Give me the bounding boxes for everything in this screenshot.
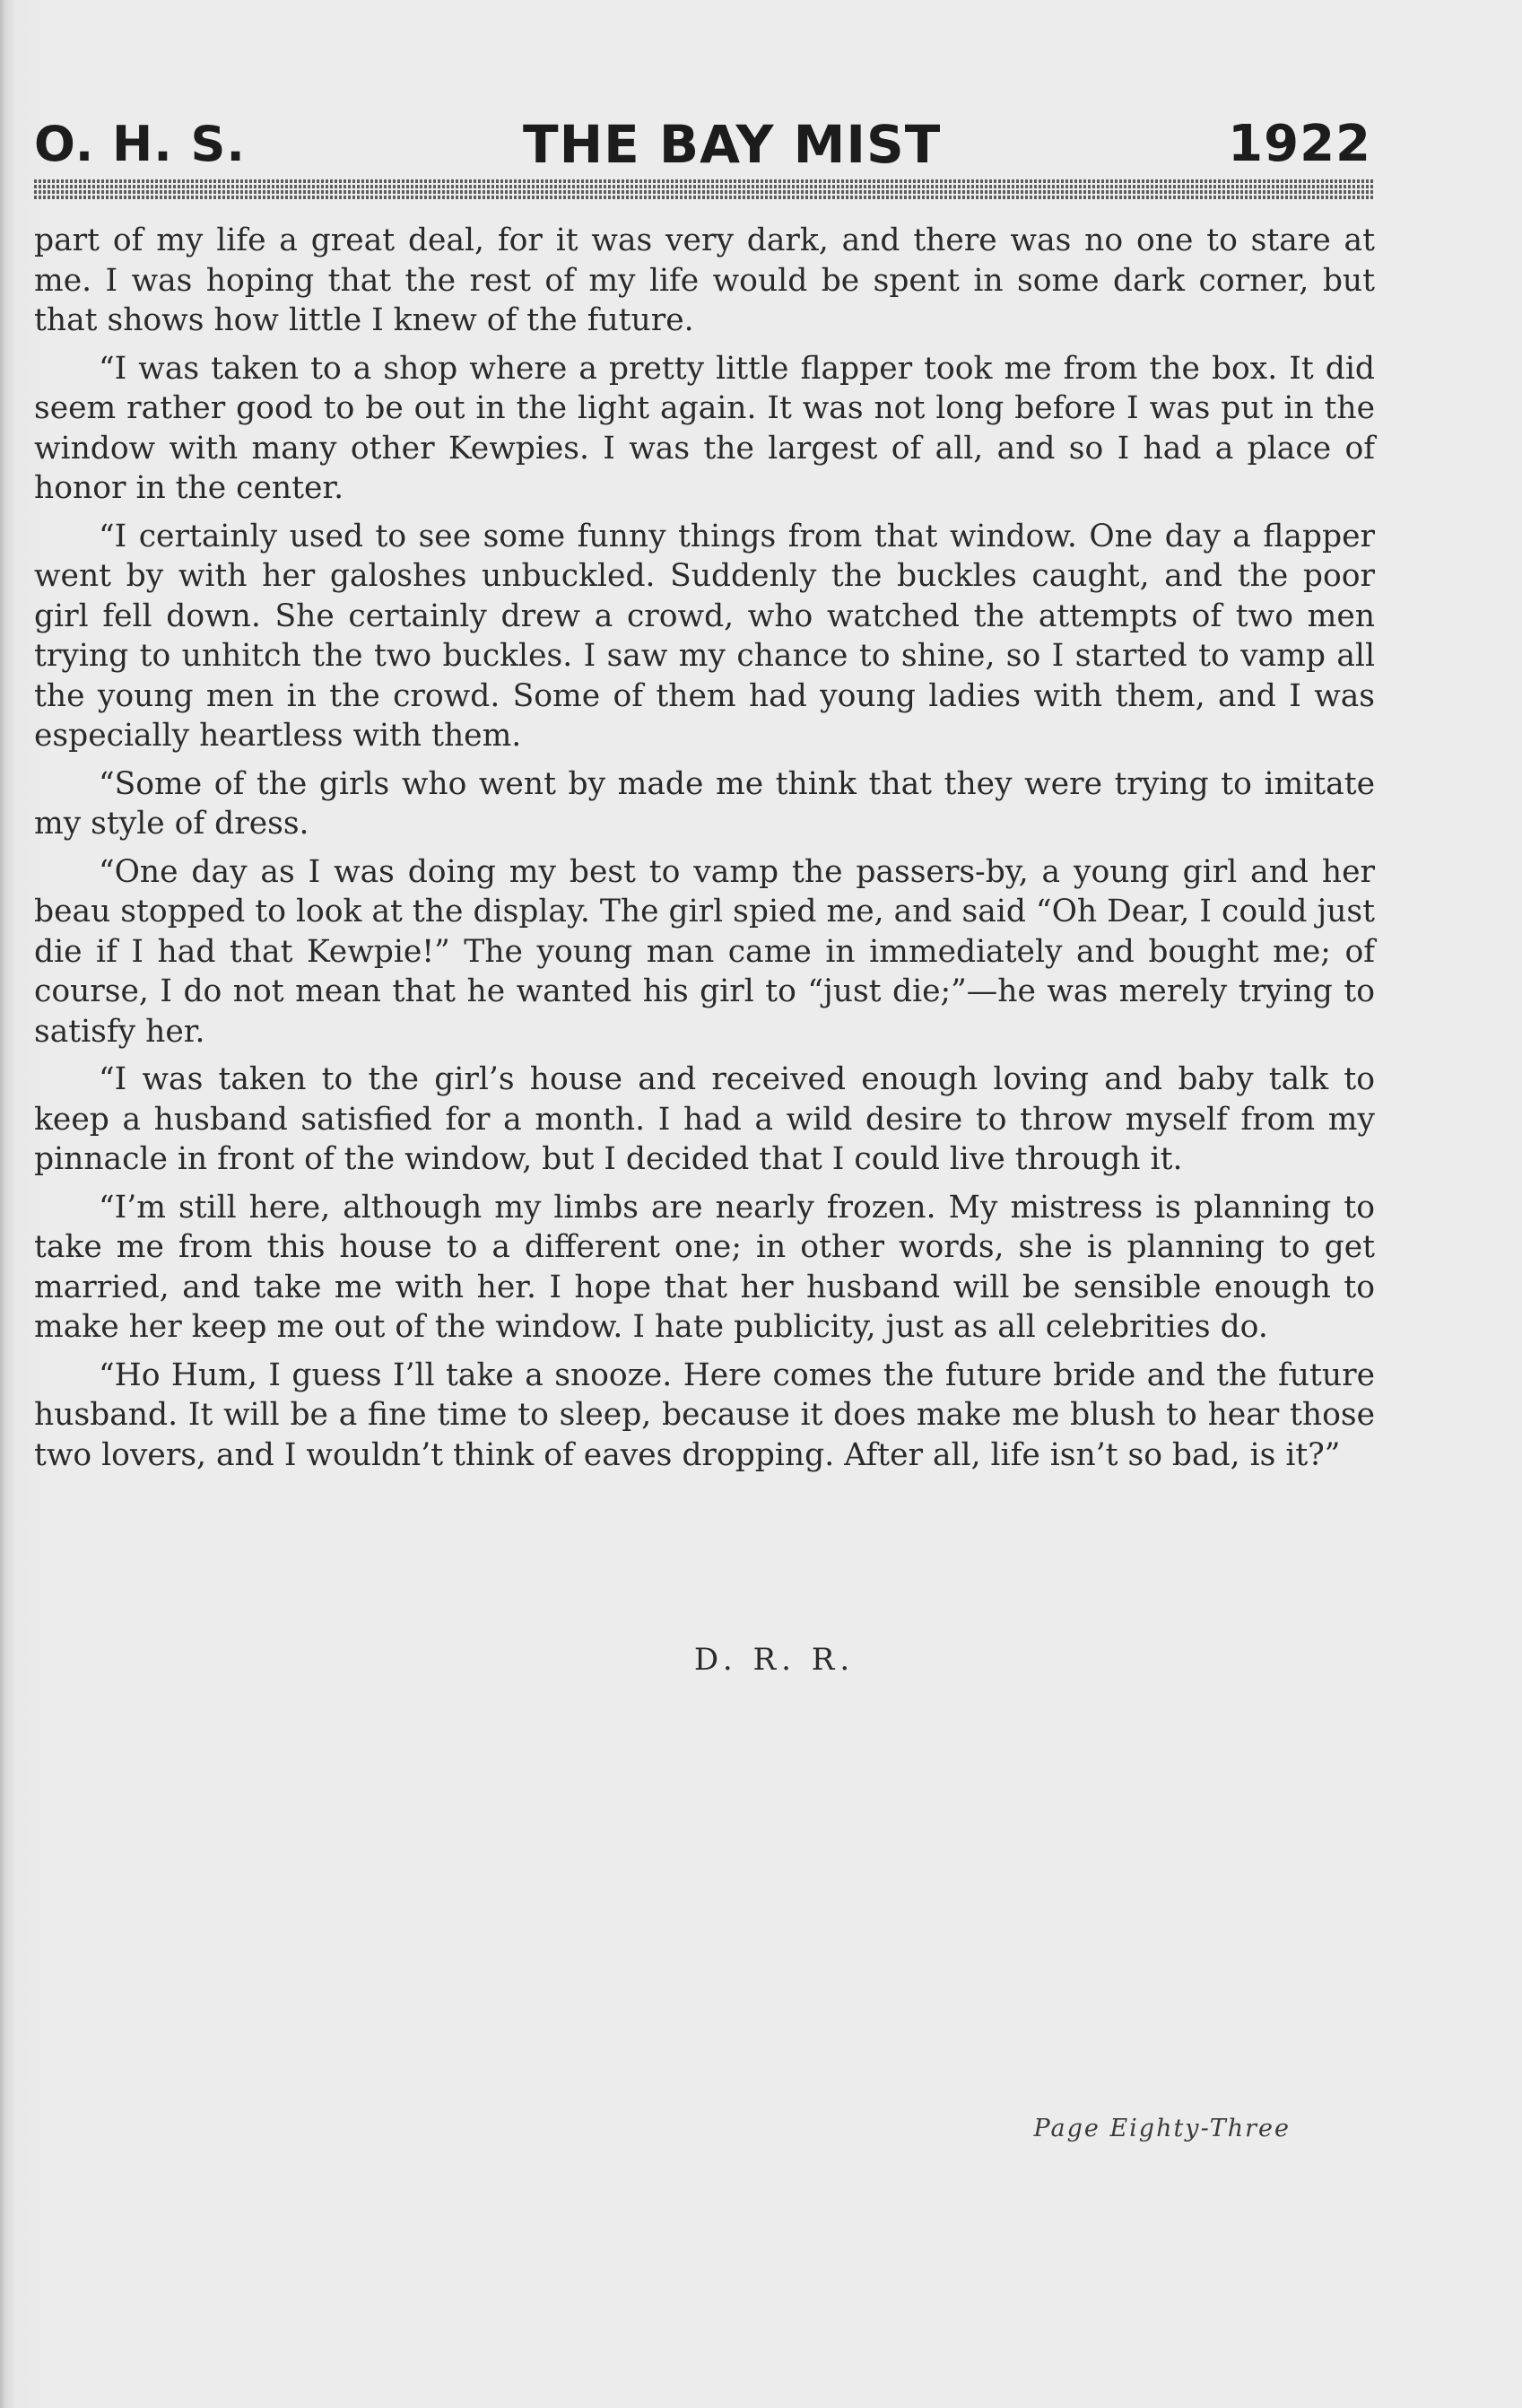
paragraph: part of my life a great deal, for it was very dark, and there was no one to stare at me. I was hoping that the rest of my life would be spent in some dark corner, but that shows how little I knew of the future.	[34, 222, 1375, 338]
paragraph: “I certainly used to see some funny things from that window. One day a flapper went by with her galoshes unbuckled. Suddenly the buckles caught, and the poor girl fell down. She certainly drew a crowd, who watched the attempts of two men trying to unhitch the two buckles. I saw my chance to shine, so I started to vamp all the young men in the crowd. Some of them had young ladies with them, and I was especially heartless with them.	[34, 518, 1375, 754]
paragraph: “I was taken to a shop where a pretty little flapper took me from the box. It did seem rather good to be out in the light again. It was not long before I was put in the window with many other Kewpies. I was the largest of all, and so I had a place of honor in the center.	[34, 350, 1375, 506]
article-body	[34, 221, 1375, 1483]
paragraph: “Ho Hum, I guess I’ll take a snooze. Here comes the future bride and the future husband. It will be a fine time to sleep, because it does make me blush to hear those two lovers, and I wouldn’t think of eaves dropping. After all, life isn’t so bad, is it?”	[34, 1357, 1375, 1473]
publication-year: 1922	[1228, 115, 1371, 173]
paragraph: “One day as I was doing my best to vamp the passers-by, a young girl and her beau stopped to look at the display. The girl spied me, and said “Oh Dear, I could just die if I had that Kewpie!” The young man came in immediately and bought me; of course, I do not mean that he wanted his girl to “just die;”—he was merely trying to satisfy her.	[34, 853, 1375, 1050]
paragraph: “I’m still here, although my limbs are nearly frozen. My mistress is planning to take me from this house to a different one; in other words, she is planning to get married, and take me with her. I hope that her husband will be sensible enough to make her keep me out of the window. I hate publicity, just as all celebrities do.	[34, 1189, 1375, 1345]
running-header	[34, 113, 1375, 176]
header-rule	[34, 179, 1375, 199]
school-initials: O. H. S.	[34, 116, 246, 172]
publication-title: THE BAY MIST	[523, 114, 942, 175]
paragraph: “Some of the girls who went by made me think that they were trying to imitate my style of dress.	[34, 765, 1375, 842]
paragraph: “I was taken to the girl’s house and received enough loving and baby talk to keep a husband satisfied for a month. I had a wild desire to throw myself from my pinnacle in front of the window, but I decided that I could live through it.	[34, 1061, 1375, 1177]
author-initials: D. R. R.	[693, 1642, 856, 1678]
page-number: Page Eighty-Three	[1033, 2115, 1291, 2142]
